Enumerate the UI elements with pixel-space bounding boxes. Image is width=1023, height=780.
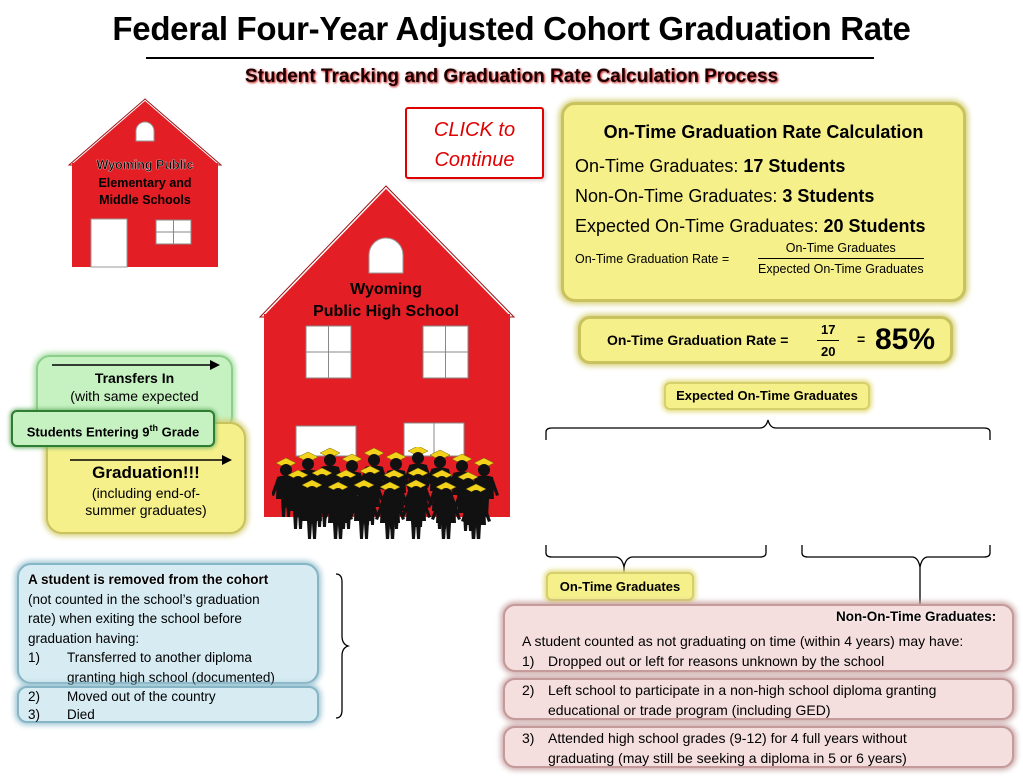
rate-denominator: 20	[821, 344, 836, 359]
rate-percent: 85%	[875, 323, 936, 356]
graduation-title: Graduation!!!	[92, 463, 200, 482]
non-on-time-item-3: 3) Attended high school grades (9-12) for 4 full years without	[522, 730, 907, 746]
non-on-time-graduates-line	[575, 186, 874, 207]
expected-value: 20 Students	[823, 216, 926, 236]
removed-brace	[330, 570, 354, 722]
click-button-line-1: CLICK to	[433, 119, 516, 141]
non-on-time-value: 3 Students	[782, 186, 875, 206]
entering-suffix: Grade	[158, 424, 200, 440]
elementary-school-building	[66, 97, 224, 269]
on-time-label: On-Time Graduates:	[575, 156, 744, 176]
removed-from-cohort-box	[17, 563, 319, 684]
page-subtitle: Student Tracking and Graduation Rate Calculation Process	[244, 66, 779, 87]
graduation-detail-1: (including end-of-	[91, 485, 201, 501]
click-to-continue-button[interactable]	[405, 107, 544, 179]
removed-item-3: 3) Died	[28, 707, 95, 722]
transfers-arrow-icon	[52, 357, 222, 373]
elementary-school-label-3: Middle Schools	[99, 193, 191, 207]
on-time-graduates-tag: On-Time Graduates	[546, 572, 694, 601]
transfers-in-title: Transfers In	[94, 370, 175, 386]
non-on-time-item-1: 1) Dropped out or left for reasons unknown by the school	[522, 653, 885, 669]
entering-sup: th	[149, 423, 159, 433]
removed-item-1: 1) Transferred to another diploma	[28, 650, 252, 665]
page-title: Federal Four-Year Adjusted Cohort Graduation Rate	[112, 10, 911, 47]
title-divider	[146, 57, 874, 59]
non-on-time-intro: A student counted as not graduating on time (within 4 years) may have:	[522, 633, 964, 649]
removed-from-cohort-box-2	[17, 686, 319, 723]
graduation-arrow-icon	[70, 452, 234, 468]
transfers-in-detail: (with same expected	[70, 388, 199, 404]
rate-fraction	[817, 322, 839, 359]
expected-graduates-line	[575, 216, 925, 237]
formula-label: On-Time Graduation Rate =	[575, 252, 730, 266]
non-on-time-box-2	[503, 678, 1014, 720]
expected-graduates-tag: Expected On-Time Graduates	[664, 382, 870, 410]
removed-line-1: (not counted in the school’s graduation	[28, 591, 260, 607]
expected-label: Expected On-Time Graduates:	[575, 216, 824, 236]
removed-line-2: rate) when exiting the school before	[28, 611, 242, 626]
graduates-crowd-illustration	[272, 447, 508, 539]
removed-item-2: 2) Moved out of the country	[28, 689, 216, 704]
elementary-school-label-1: Wyoming Public	[96, 158, 194, 172]
calculation-heading: On-Time Graduation Rate Calculation	[603, 122, 924, 142]
non-on-time-item-2: 2) Left school to participate in a non-high school diploma granting	[522, 682, 937, 698]
removed-heading: A student is removed from the cohort	[28, 572, 269, 587]
high-school-label-1: Wyoming	[350, 281, 422, 298]
non-on-time-label: Non-On-Time Graduates:	[575, 186, 783, 206]
non-on-time-box-3	[503, 726, 1014, 768]
formula-numerator: On-Time Graduates	[758, 241, 924, 259]
formula-fraction	[758, 241, 924, 276]
rate-equals: =	[857, 331, 866, 347]
click-button-line-2: Continue	[434, 149, 515, 171]
calculation-panel	[561, 102, 966, 302]
entering-text: Students Entering 9	[26, 424, 150, 440]
formula-denominator: Expected On-Time Graduates	[758, 262, 924, 276]
graduation-detail-2: summer graduates)	[85, 502, 207, 518]
non-on-time-item-3-cont: graduating (may still be seeking a diploma in 5 or 6 years)	[548, 750, 907, 766]
on-time-value: 17 Students	[743, 156, 846, 176]
rate-result-panel	[578, 316, 953, 364]
removed-line-3: graduation having:	[28, 630, 140, 646]
students-entering-tag	[11, 410, 215, 447]
on-time-graduates-line	[575, 156, 845, 177]
non-on-time-item-2-cont: educational or trade program (including GED)	[548, 702, 831, 718]
elementary-school-label-2: Elementary and	[98, 176, 192, 190]
rate-numerator: 17	[817, 322, 839, 341]
removed-item-1-cont: granting high school (documented)	[67, 669, 275, 685]
rate-label: On-Time Graduation Rate =	[607, 332, 789, 348]
non-on-time-heading: Non-On-Time Graduates:	[836, 609, 997, 624]
high-school-label-2: Public High School	[313, 303, 459, 320]
